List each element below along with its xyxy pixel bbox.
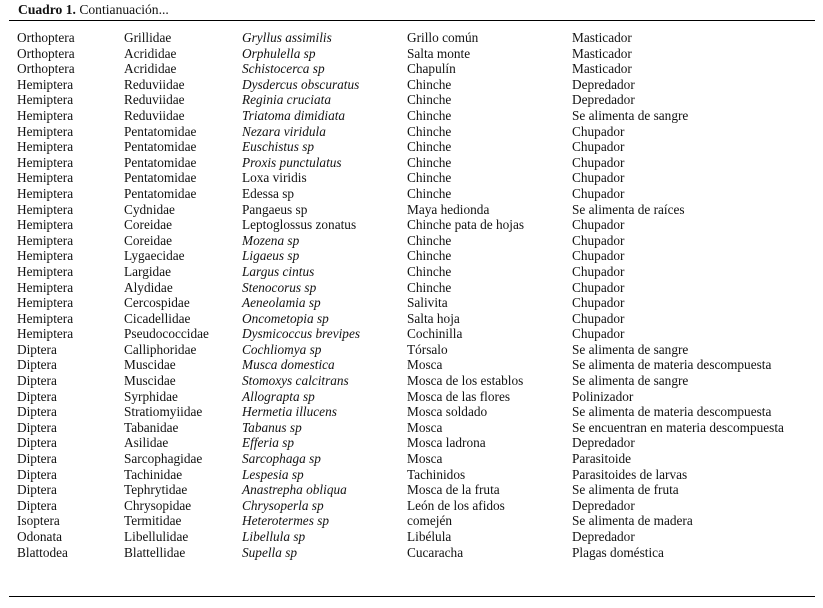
cell-feeding-habit: Chupador	[572, 232, 625, 248]
cell-species: Hermetia illucens	[242, 404, 337, 420]
cell-family: Libellulidae	[124, 529, 189, 544]
cell-order: Diptera	[17, 451, 57, 467]
table-row	[13, 357, 804, 373]
cell-family: Cicadellidae	[124, 310, 191, 326]
cell-feeding-habit: Chupador	[572, 310, 625, 326]
cell-order: Hemiptera	[17, 295, 74, 311]
table-row	[13, 77, 804, 93]
table-row	[13, 233, 804, 249]
table-row	[13, 264, 804, 280]
cell-feeding-habit: Depredador	[572, 529, 635, 544]
cell-species: Anastrepha obliqua	[242, 482, 347, 498]
cell-order: Orthoptera	[17, 30, 75, 45]
cell-family: Chrysopidae	[124, 497, 192, 513]
cell-order: Hemiptera	[17, 201, 74, 217]
cell-species: Ligaeus sp	[242, 248, 300, 264]
cell-family: Cydnidae	[124, 201, 175, 217]
cell-feeding-habit: Chupador	[572, 295, 625, 311]
cell-feeding-habit: Se alimenta de raíces	[572, 201, 685, 217]
cell-feeding-habit: Masticador	[572, 45, 632, 61]
table-row	[13, 451, 804, 467]
cell-species: Leptoglossus zonatus	[242, 217, 357, 233]
cell-family: Cercospidae	[124, 295, 190, 311]
cell-order: Hemiptera	[17, 92, 74, 108]
cell-order: Diptera	[17, 404, 57, 420]
table-row	[13, 46, 804, 62]
cell-feeding-habit: Chupador	[572, 139, 625, 155]
cell-family: Calliphoridae	[124, 341, 197, 357]
table-row	[13, 295, 804, 311]
cell-order: Orthoptera	[17, 61, 75, 77]
cell-order: Hemiptera	[17, 185, 74, 201]
cell-species: Aeneolamia sp	[242, 295, 321, 311]
cell-feeding-habit: Parasitoide	[572, 451, 632, 467]
cell-species: Chrysoperla sp	[242, 497, 324, 513]
cell-family: Coreidae	[124, 217, 172, 233]
cell-common-name: Chinche	[407, 248, 452, 264]
caption-text: Contianuación...	[75, 2, 169, 17]
cell-family: Tephrytidae	[124, 482, 188, 498]
cell-common-name: Chinche	[407, 185, 452, 201]
table-row	[13, 529, 804, 545]
cell-order: Hemiptera	[17, 107, 74, 123]
cell-order: Hemiptera	[17, 326, 74, 342]
cell-common-name: Mosca de las flores	[407, 388, 511, 404]
cell-common-name: Chapulín	[407, 61, 456, 77]
cell-family: Reduviidae	[124, 107, 185, 123]
cell-common-name: Mosca ladrona	[407, 435, 486, 451]
table-row	[13, 467, 804, 483]
table-row	[13, 498, 804, 514]
table-row	[13, 513, 804, 529]
cell-family: Pentatomidae	[124, 139, 197, 155]
cell-common-name: Libélula	[407, 529, 452, 544]
cell-family: Pentatomidae	[124, 154, 197, 170]
cell-species: Oncometopia sp	[242, 310, 329, 326]
cell-family: Sarcophagidae	[124, 451, 203, 467]
cell-common-name: Cucaracha	[407, 544, 464, 560]
cell-order: Odonata	[17, 529, 63, 544]
cell-common-name: Chinche	[407, 92, 452, 108]
bottom-rule	[9, 596, 815, 597]
cell-common-name: Grillo común	[407, 30, 479, 45]
cell-common-name: Mosca	[407, 419, 443, 435]
cell-common-name: Chinche	[407, 139, 452, 155]
cell-species: Gryllus assimilis	[242, 30, 332, 45]
cell-species: Libellula sp	[242, 529, 306, 544]
cell-species: Sarcophaga sp	[242, 451, 321, 467]
cell-family: Blattellidae	[124, 544, 186, 560]
cell-common-name: comején	[407, 513, 453, 529]
cell-family: Reduviidae	[124, 76, 185, 92]
table-row	[13, 30, 804, 46]
cell-feeding-habit: Chupador	[572, 217, 625, 233]
cell-family: Alydidae	[124, 279, 173, 295]
table-row	[13, 404, 804, 420]
cell-species: Nezara viridula	[242, 123, 326, 139]
cell-species: Dysdercus obscuratus	[242, 76, 360, 92]
cell-family: Tachinidae	[124, 466, 183, 482]
cell-feeding-habit: Chupador	[572, 170, 625, 186]
table-row	[13, 435, 804, 451]
cell-feeding-habit: Chupador	[572, 263, 625, 279]
cell-order: Blattodea	[17, 544, 68, 560]
cell-feeding-habit: Plagas doméstica	[572, 544, 664, 560]
cell-feeding-habit: Parasitoides de larvas	[572, 466, 688, 482]
table-row	[13, 311, 804, 327]
cell-feeding-habit: Se alimenta de sangre	[572, 107, 689, 123]
table-row	[13, 92, 804, 108]
cell-common-name: Tachinidos	[407, 466, 466, 482]
cell-feeding-habit: Polinizador	[572, 388, 634, 404]
cell-family: Pentatomidae	[124, 185, 197, 201]
table-row	[13, 248, 804, 264]
cell-feeding-habit: Se alimenta de materia descompuesta	[572, 357, 772, 373]
cell-feeding-habit: Masticador	[572, 30, 632, 45]
cell-order: Hemiptera	[17, 217, 74, 233]
table-row	[13, 389, 804, 405]
cell-species: Schistocerca sp	[242, 61, 325, 77]
cell-common-name: Mosca	[407, 451, 443, 467]
caption-label: Cuadro 1.	[18, 2, 76, 17]
cell-common-name: Chinche	[407, 154, 452, 170]
cell-order: Diptera	[17, 482, 57, 498]
cell-order: Hemiptera	[17, 279, 74, 295]
cell-common-name: Chinche	[407, 232, 452, 248]
cell-common-name: Tórsalo	[407, 341, 448, 357]
cell-family: Pentatomidae	[124, 123, 197, 139]
cell-common-name: Salivita	[407, 295, 448, 311]
table-row	[13, 186, 804, 202]
cell-family: Reduviidae	[124, 92, 185, 108]
cell-family: Pseudococcidae	[124, 326, 209, 342]
cell-common-name: Chinche	[407, 76, 452, 92]
insect-table-body	[13, 30, 804, 560]
table-row	[13, 139, 804, 155]
cell-order: Diptera	[17, 341, 57, 357]
cell-species: Musca domestica	[242, 357, 335, 373]
table-row	[13, 342, 804, 358]
cell-order: Hemiptera	[17, 248, 74, 264]
table-row	[13, 61, 804, 77]
cell-order: Diptera	[17, 497, 57, 513]
cell-species: Proxis punctulatus	[242, 154, 342, 170]
cell-feeding-habit: Depredador	[572, 76, 635, 92]
cell-species: Allograpta sp	[242, 388, 315, 404]
cell-order: Hemiptera	[17, 170, 74, 186]
cell-family: Tabanidae	[124, 419, 179, 435]
cell-family: Grillidae	[124, 30, 172, 45]
cell-order: Isoptera	[17, 513, 60, 529]
cell-order: Hemiptera	[17, 310, 74, 326]
insect-table	[13, 30, 804, 560]
table-row	[13, 202, 804, 218]
cell-common-name: Chinche pata de hojas	[407, 217, 525, 233]
cell-feeding-habit: Depredador	[572, 92, 635, 108]
cell-species: Pangaeus sp	[242, 201, 308, 217]
table-row	[13, 170, 804, 186]
table-row	[13, 108, 804, 124]
cell-order: Diptera	[17, 466, 57, 482]
cell-species: Efferia sp	[242, 435, 295, 451]
cell-feeding-habit: Depredador	[572, 497, 635, 513]
cell-order: Diptera	[17, 435, 57, 451]
cell-family: Coreidae	[124, 232, 172, 248]
cell-feeding-habit: Se encuentran en materia descompuesta	[572, 419, 784, 435]
cell-common-name: Cochinilla	[407, 326, 463, 342]
cell-common-name: Maya hedionda	[407, 201, 490, 217]
table-row	[13, 280, 804, 296]
cell-feeding-habit: Chupador	[572, 279, 625, 295]
cell-common-name: Mosca de los establos	[407, 373, 524, 389]
cell-family: Asilidae	[124, 435, 169, 451]
table-row	[13, 124, 804, 140]
cell-order: Orthoptera	[17, 45, 75, 61]
cell-species: Largus cintus	[242, 263, 315, 279]
cell-family: Pentatomidae	[124, 170, 197, 186]
cell-family: Muscidae	[124, 357, 176, 373]
cell-feeding-habit: Se alimenta de materia descompuesta	[572, 404, 772, 420]
top-rule	[9, 20, 815, 21]
cell-feeding-habit: Depredador	[572, 435, 635, 451]
table-caption	[18, 1, 169, 19]
cell-common-name: Chinche	[407, 263, 452, 279]
cell-species: Edessa sp	[242, 185, 295, 201]
cell-common-name: Chinche	[407, 170, 452, 186]
cell-species: Mozena sp	[242, 232, 300, 248]
cell-order: Hemiptera	[17, 123, 74, 139]
cell-feeding-habit: Chupador	[572, 123, 625, 139]
cell-species: Orphulella sp	[242, 45, 316, 61]
cell-common-name: Chinche	[407, 123, 452, 139]
cell-species: Stenocorus sp	[242, 279, 317, 295]
table-row	[13, 326, 804, 342]
cell-common-name: Mosca de la fruta	[407, 482, 500, 498]
cell-family: Acrididae	[124, 45, 177, 61]
cell-species: Dysmicoccus brevipes	[242, 326, 361, 342]
cell-family: Muscidae	[124, 373, 176, 389]
cell-common-name: Chinche	[407, 279, 452, 295]
cell-order: Hemiptera	[17, 139, 74, 155]
cell-feeding-habit: Chupador	[572, 248, 625, 264]
cell-order: Hemiptera	[17, 263, 74, 279]
cell-feeding-habit: Chupador	[572, 326, 625, 342]
cell-family: Syrphidae	[124, 388, 178, 404]
cell-family: Stratiomyiidae	[124, 404, 203, 420]
cell-common-name: León de los afidos	[407, 497, 505, 513]
table-row	[13, 155, 804, 171]
cell-species: Reginia cruciata	[242, 92, 331, 108]
cell-order: Hemiptera	[17, 232, 74, 248]
cell-species: Supella sp	[242, 544, 298, 560]
cell-common-name: Chinche	[407, 107, 452, 123]
cell-order: Diptera	[17, 388, 57, 404]
cell-feeding-habit: Se alimenta de sangre	[572, 341, 689, 357]
cell-species: Tabanus sp	[242, 419, 302, 435]
cell-species: Lespesia sp	[242, 466, 304, 482]
table-row	[13, 420, 804, 436]
cell-species: Triatoma dimidiata	[242, 107, 346, 123]
cell-family: Termitidae	[124, 513, 182, 529]
cell-feeding-habit: Masticador	[572, 61, 632, 77]
cell-common-name: Mosca soldado	[407, 404, 488, 420]
cell-order: Hemiptera	[17, 76, 74, 92]
cell-family: Largidae	[124, 263, 172, 279]
cell-feeding-habit: Se alimenta de sangre	[572, 373, 689, 389]
cell-common-name: Salta monte	[407, 45, 471, 61]
table-row	[13, 373, 804, 389]
cell-species: Stomoxys calcitrans	[242, 373, 349, 389]
cell-species: Euschistus sp	[242, 139, 315, 155]
table-row	[13, 217, 804, 233]
cell-feeding-habit: Chupador	[572, 154, 625, 170]
cell-common-name: Salta hoja	[407, 310, 460, 326]
cell-common-name: Mosca	[407, 357, 443, 373]
cell-order: Diptera	[17, 357, 57, 373]
cell-feeding-habit: Se alimenta de fruta	[572, 482, 679, 498]
cell-order: Diptera	[17, 373, 57, 389]
cell-feeding-habit: Se alimenta de madera	[572, 513, 693, 529]
cell-order: Hemiptera	[17, 154, 74, 170]
cell-species: Cochliomya sp	[242, 341, 322, 357]
cell-feeding-habit: Chupador	[572, 185, 625, 201]
cell-family: Lygaecidae	[124, 248, 185, 264]
cell-species: Heterotermes sp	[242, 513, 330, 529]
cell-order: Diptera	[17, 419, 57, 435]
table-row	[13, 545, 804, 561]
table-row	[13, 482, 804, 498]
cell-species: Loxa viridis	[242, 170, 307, 186]
cell-family: Acrididae	[124, 61, 177, 77]
